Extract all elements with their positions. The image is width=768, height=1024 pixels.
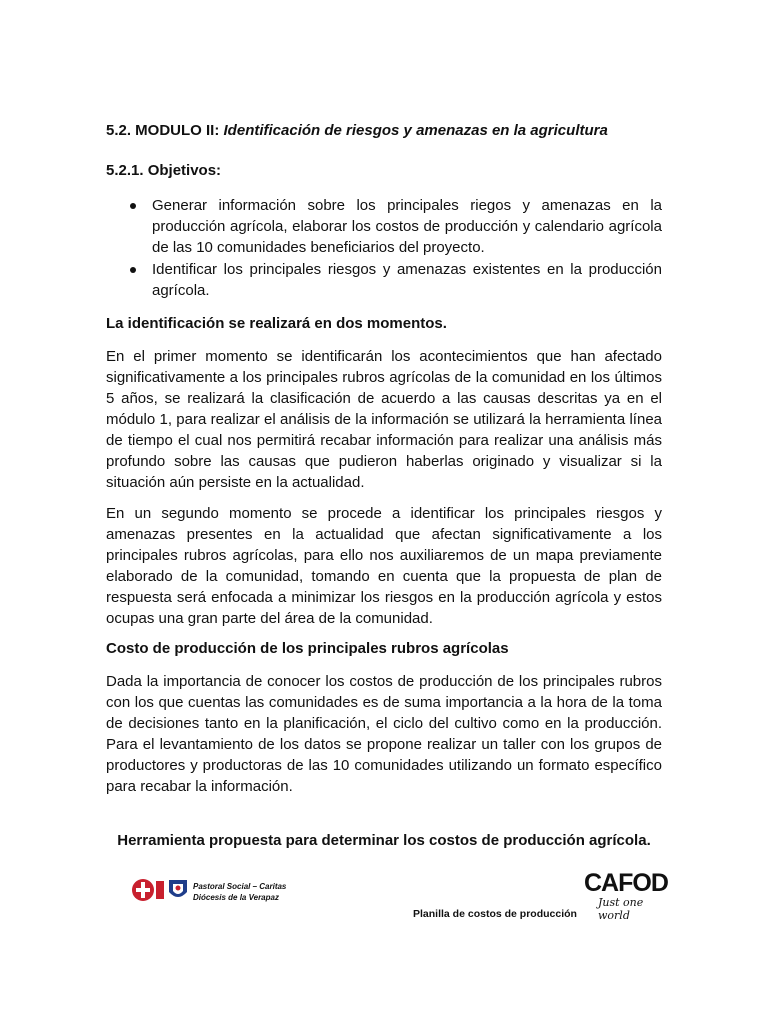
costs-paragraph: Dada la importancia de conocer los costos de producción de los principales rubros con los que cuentas las comunidades es de suma importancia a la hora de la toma de decisiones tanto en la planificación, el ciclo del cultivo como en la producción. Para el levantamiento de los datos se propone realizar un taller con los grupos de productores y productoras de las 10 comunidades utilizando un formato específico para recabar la información. (106, 673, 662, 795)
list-item (106, 195, 662, 258)
tool-caption: Herramienta propuesta para determinar los costos de producción agrícola. (117, 832, 651, 849)
pastoral-social-logo-icon (131, 876, 191, 904)
list-item (106, 259, 662, 301)
org-line-2: Diócesis de la Verapaz (193, 893, 279, 902)
form-title: Planilla de costos de producción (413, 908, 577, 920)
objectives-title: 5.2.1. Objetivos: (106, 162, 222, 179)
cafod-name: CAFOD (584, 869, 668, 897)
section-title (106, 122, 608, 139)
objectives-list (106, 195, 662, 302)
list-item-text: Identificar los principales riesgos y amenazas existentes en la producción agrícola. (152, 261, 662, 299)
costs-heading: Costo de producción de los principales rubros agrícolas (106, 640, 509, 657)
org-line-1: Pastoral Social – Caritas (193, 882, 287, 891)
section-number: 5.2. MODULO II: (106, 122, 220, 139)
cafod-tagline: Just one world (598, 896, 644, 922)
moments-paragraph-1: En el primer momento se identificarán los acontecimientos que han afectado significativamente a los principales rubros agrícolas de la comunidad en los últimos 5 años, se realizará la clasificación de acuerdo a las causas descritas ya en el módulo 1, para realizar el análisis de la información se utilizará la herramienta línea de tiempo el cual nos permitirá recabar información para realizar una análisis más profundo sobre las causas que pudieron haberlas originado y visualizar si la situación aún persiste en la actualidad. (106, 348, 662, 491)
bullet-icon (130, 203, 136, 209)
moments-heading: La identificación se realizará en dos momentos. (106, 315, 447, 332)
cafod-logo (584, 869, 668, 922)
bullet-icon (130, 267, 136, 273)
organization-name (193, 881, 286, 903)
section-title-text: Identificación de riesgos y amenazas en la agricultura (223, 122, 608, 139)
list-item-text: Generar información sobre los principales riegos y amenazas en la producción agrícola, elaborar los costos de producción y calendario agrícola de las 10 comunidades beneficiarios del proyecto. (152, 197, 662, 256)
moments-paragraph-2: En un segundo momento se procede a identificar los principales riesgos y amenazas presentes en la actualidad que afectan significativamente a los principales rubros agrícolas, para ello nos auxiliaremos de un mapa previamente elaborado de la comunidad, tomando en cuenta que la propuesta de plan de respuesta será enfocada a minimizar los riesgos en la producción agrícola y estos ocupas una gran parte del área de la comunidad. (106, 505, 662, 627)
